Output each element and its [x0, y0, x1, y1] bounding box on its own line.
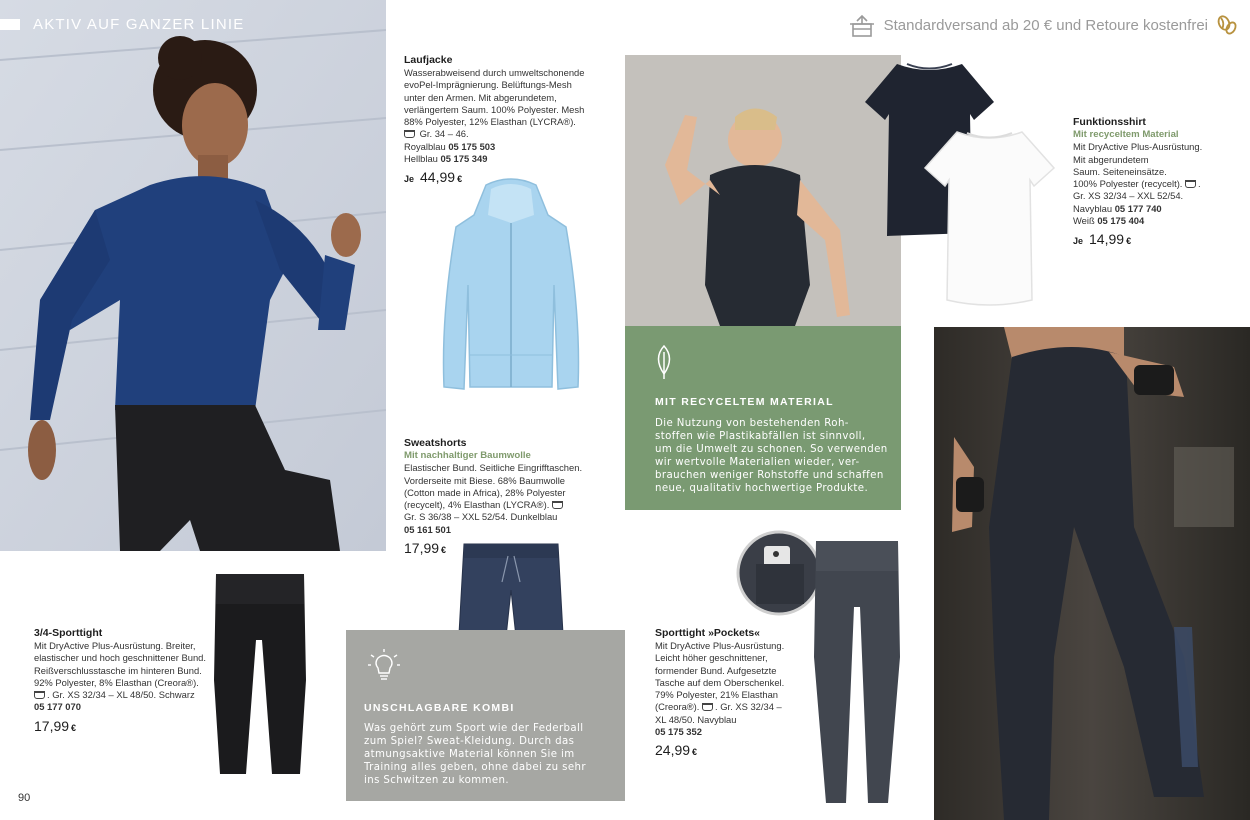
description-line: 92% Polyester, 8% Elasthan (Creora®). [34, 676, 199, 688]
infobox-line: atmungsaktive Material können Sie im [364, 749, 575, 760]
variant-color: Navyblau [1073, 202, 1113, 214]
wash-care-icon [404, 130, 415, 138]
description-line: evoPel-Imprägnierung. Belüftungs-Mesh [404, 79, 572, 91]
price [34, 718, 234, 736]
infobox-line: Training alles geben, ohne dabei zu sehr [364, 762, 586, 773]
description-line: elastischer und hoch geschnittener Bund. [34, 652, 206, 664]
sizes: Gr. XS 32/34 – XL 48/50. Schwarz [52, 689, 195, 701]
page-number: 90 [18, 792, 31, 804]
leggings-woman-photo [934, 327, 1250, 820]
wash-care-icon [552, 501, 563, 509]
description-line: Mit DryActive Plus-Ausrüstung. [1073, 141, 1203, 153]
shipping-info [848, 10, 1238, 40]
variant-color: Weiß [1073, 215, 1095, 227]
product-funktionsshirt [1073, 116, 1243, 249]
wash-care-icon [34, 691, 45, 699]
variant-line [404, 153, 604, 165]
description-line: unter den Armen. Mit abgerundetem, [404, 91, 557, 103]
description-line: Mit DryActive Plus-Ausrüstung. [655, 640, 785, 651]
article-number: 05 175 404 [1097, 215, 1145, 227]
article-number: 05 175 349 [440, 153, 488, 165]
description-line: formender Bund. Aufgesetzte [655, 664, 777, 676]
variant-color: Royalblau [404, 140, 446, 152]
shirt-woman-photo [625, 55, 901, 326]
infobox-title: UNSCHLAGBARE KOMBI [364, 702, 515, 714]
description-line: Elastischer Bund. Seitliche Eingrifftaschen. [404, 462, 583, 474]
article-number: 05 177 740 [1114, 202, 1162, 214]
article-number: 05 175 352 [655, 726, 702, 738]
sizes: Gr. 34 – 46. [419, 128, 469, 140]
price-value: 14,99 [1089, 231, 1125, 248]
product-name: Laufjacke [404, 54, 453, 66]
sizes-line: . Gr. XS 32/34 – XL 48/50. Schwarz [34, 689, 234, 701]
infobox-line: zum Spiel? Sweat-Kleidung. Durch das [364, 736, 575, 747]
black-capri-tights-image [212, 570, 308, 778]
product-subtitle: Mit nachhaltiger Baumwolle [404, 450, 531, 461]
article-number: 05 161 501 [404, 523, 451, 535]
product-laufjacke [404, 54, 604, 187]
product-pockets-tight [655, 627, 805, 760]
description-line: Mit DryActive Plus-Ausrüstung. Breiter, [34, 640, 196, 651]
description-line [404, 499, 604, 511]
sizes: Gr. S 36/38 – XXL 52/54. Dunkelblau [404, 511, 558, 523]
pocket-detail-inset [736, 530, 822, 616]
infobox-line: neue, qualitativ hochwertige Produkte. [655, 483, 869, 494]
grey-leggings-image [812, 537, 902, 807]
infobox-title: MIT RECYCELTEM MATERIAL [655, 396, 834, 408]
price-value: 44,99 [420, 169, 456, 186]
price-prefix: Je [1073, 236, 1084, 247]
coffee-beans-icon [1216, 14, 1238, 36]
price-value: 17,99 [404, 540, 440, 557]
description-line: Reißverschlusstasche im hinteren Bund. [34, 664, 202, 676]
price [1073, 231, 1243, 249]
sizes: Gr. XS 32/34 – XXL 52/54. [1073, 190, 1184, 202]
variant-line [1073, 215, 1243, 227]
description-line: 88% Polyester, 12% Elasthan (LYCRA®). [404, 116, 576, 128]
description-text: (Creora®). [655, 701, 700, 713]
description-line: Wasserabweisend durch umweltschonende [404, 67, 585, 78]
unbeatable-combo-infobox [346, 630, 625, 801]
infobox-line: Die Nutzung von bestehenden Roh- [655, 418, 849, 429]
price-prefix: Je [404, 174, 415, 185]
price-value: 24,99 [655, 742, 691, 759]
description-line: verlängertem Saum. 100% Polyester. Mesh [404, 103, 585, 115]
leaf-icon [653, 344, 675, 380]
sizes: XL 48/50. Navyblau [655, 713, 737, 725]
sizes-line [404, 128, 604, 140]
package-return-icon [848, 12, 876, 38]
infobox-line: Was gehört zum Sport wie der Federball [364, 723, 584, 734]
description-line: (Cotton made in Africa), 28% Polyester [404, 486, 566, 498]
product-name: 3/4-Sporttight [34, 627, 103, 639]
shipping-text: Standardversand ab 20 € und Retoure kostenfrei [883, 16, 1208, 34]
description-line: Leicht höher geschnittener, [655, 652, 768, 664]
description-line: Tasche auf dem Oberschenkel. [655, 676, 785, 688]
currency: € [457, 174, 463, 185]
description-line: 79% Polyester, 21% Elasthan [655, 689, 778, 701]
recycled-material-infobox [625, 326, 901, 510]
infobox-text [655, 417, 895, 495]
sizes: Gr. XS 32/34 – [720, 701, 782, 713]
variant-color: Hellblau [404, 153, 438, 165]
price-value: 17,99 [34, 717, 70, 734]
product-34-sporttight [34, 627, 234, 736]
infobox-text [364, 722, 614, 787]
product-subtitle: Mit recyceltem Material [1073, 129, 1179, 140]
infobox-line: wir wertvolle Materialien wieder, ver- [655, 457, 860, 468]
product-name: Sporttight »Pockets« [655, 627, 761, 639]
section-title: AKTIV AUF GANZER LINIE [33, 16, 245, 33]
currency: € [71, 722, 77, 733]
currency: € [441, 545, 447, 556]
wash-care-icon [1185, 180, 1196, 188]
white-shirt-image [922, 128, 1057, 308]
header-accent-bar [0, 19, 20, 30]
article-number: 05 175 503 [448, 140, 496, 152]
infobox-line: ins Schwitzen zu kommen. [364, 775, 510, 786]
description-line: Saum. Seiteneinsätze. [1073, 165, 1167, 177]
description-line: Vorderseite mit Biese. 68% Baumwolle [404, 474, 566, 486]
currency: € [1126, 236, 1132, 247]
description-line: (Creora®). . Gr. XS 32/34 – [655, 701, 782, 713]
wash-care-icon [702, 703, 713, 711]
variant-line [404, 141, 604, 153]
infobox-line: brauchen weniger Rohstoffe und schaffen [655, 470, 884, 481]
infobox-line: stoffen wie Plastikabfällen ist sinnvoll, [655, 431, 866, 442]
article-number: 05 177 070 [34, 701, 81, 713]
description-text: 100% Polyester (recycelt). [1073, 178, 1183, 190]
description-line: 100% Polyester (recycelt). . [1073, 178, 1201, 190]
runner-woman-photo [0, 0, 386, 551]
variant-line [1073, 203, 1243, 215]
currency: € [692, 747, 698, 758]
product-name: Funktionsshirt [1073, 116, 1146, 128]
price [655, 742, 805, 760]
infobox-line: um die Umwelt zu schonen. So verwenden [655, 444, 888, 455]
description-line: Mit abgerundetem [1073, 153, 1149, 165]
lightbulb-icon [366, 648, 402, 684]
light-blue-jacket-image [436, 175, 586, 397]
product-name: Sweatshorts [404, 437, 467, 449]
description-text: (recycelt), 4% Elasthan (LYCRA®). [404, 499, 550, 511]
